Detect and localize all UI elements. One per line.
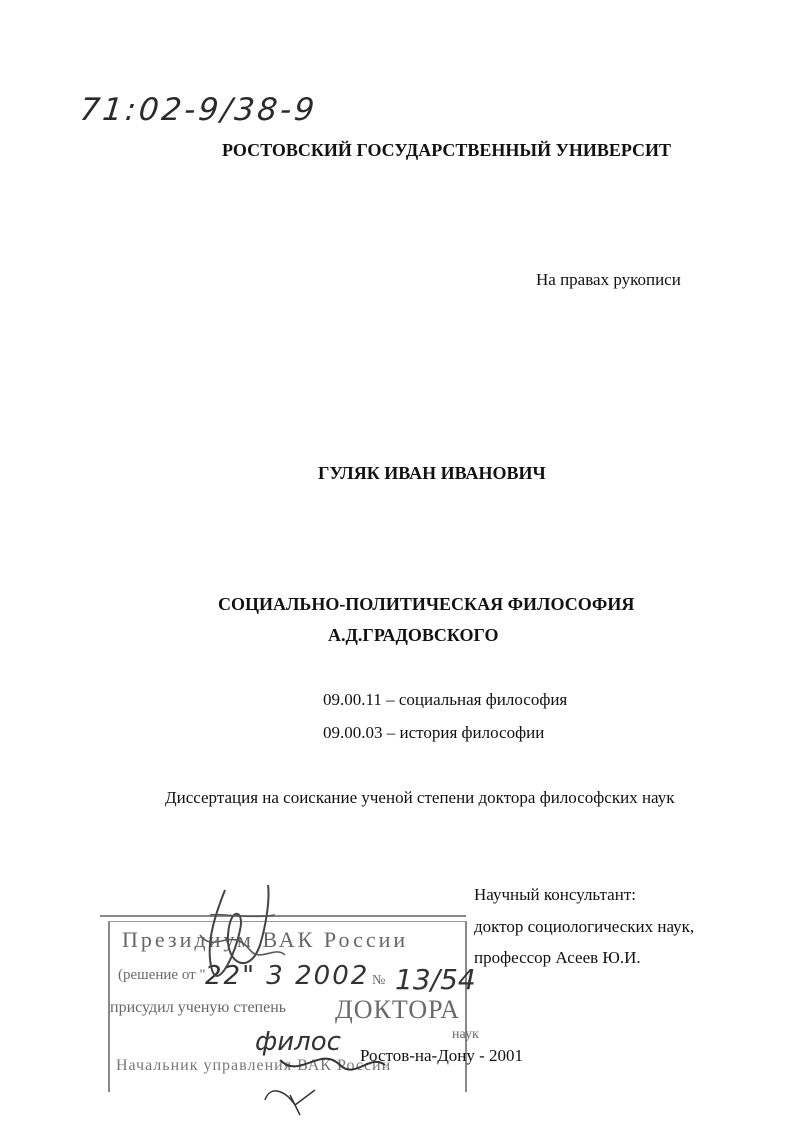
- author-name: ГУЛЯК ИВАН ИВАНОВИЧ: [318, 463, 546, 483]
- stamp-degree: ДОКТОРА: [335, 995, 461, 1024]
- specialty-code-2: 09.00.03 – история философии: [323, 723, 545, 742]
- stamp-official: Начальник управления ВАК России: [116, 1057, 392, 1074]
- stamp-date: 22" 3 2002: [205, 961, 370, 991]
- advisor-degree: доктор социологических наук,: [474, 917, 695, 936]
- rights-note: На правах рукописи: [536, 270, 681, 289]
- stamp-awarded-label: присудил ученую степень: [110, 999, 287, 1016]
- specialty-code-1: 09.00.11 – социальная философия: [323, 690, 568, 709]
- stamp-sciences-label: наук: [452, 1027, 479, 1042]
- stamp-field-handwritten: филос: [255, 1027, 341, 1057]
- dissertation-title-line1: СОЦИАЛЬНО-ПОЛИТИЧЕСКАЯ ФИЛОСОФИЯ: [218, 594, 635, 614]
- signature-scribble: [100, 875, 420, 1125]
- stamp-decision-label: (решение от ": [118, 967, 206, 983]
- advisor-name: профессор Асеев Ю.И.: [474, 948, 641, 967]
- dissertation-title-line2: А.Д.ГРАДОВСКОГО: [328, 625, 499, 645]
- stamp-title: Президиум ВАК России: [122, 927, 409, 952]
- university-name: РОСТОВСКИЙ ГОСУДАРСТВЕННЫЙ УНИВЕРСИТ: [222, 140, 672, 160]
- advisor-label: Научный консультант:: [474, 885, 636, 904]
- city-year: Ростов-на-Дону - 2001: [360, 1046, 524, 1065]
- archive-number: 71:02-9/38-9: [78, 92, 319, 128]
- thesis-statement: Диссертация на соискание ученой степени доктора философских наук: [165, 788, 675, 807]
- stamp-number: 13/54: [395, 963, 476, 996]
- stamp-number-label: №: [372, 973, 386, 988]
